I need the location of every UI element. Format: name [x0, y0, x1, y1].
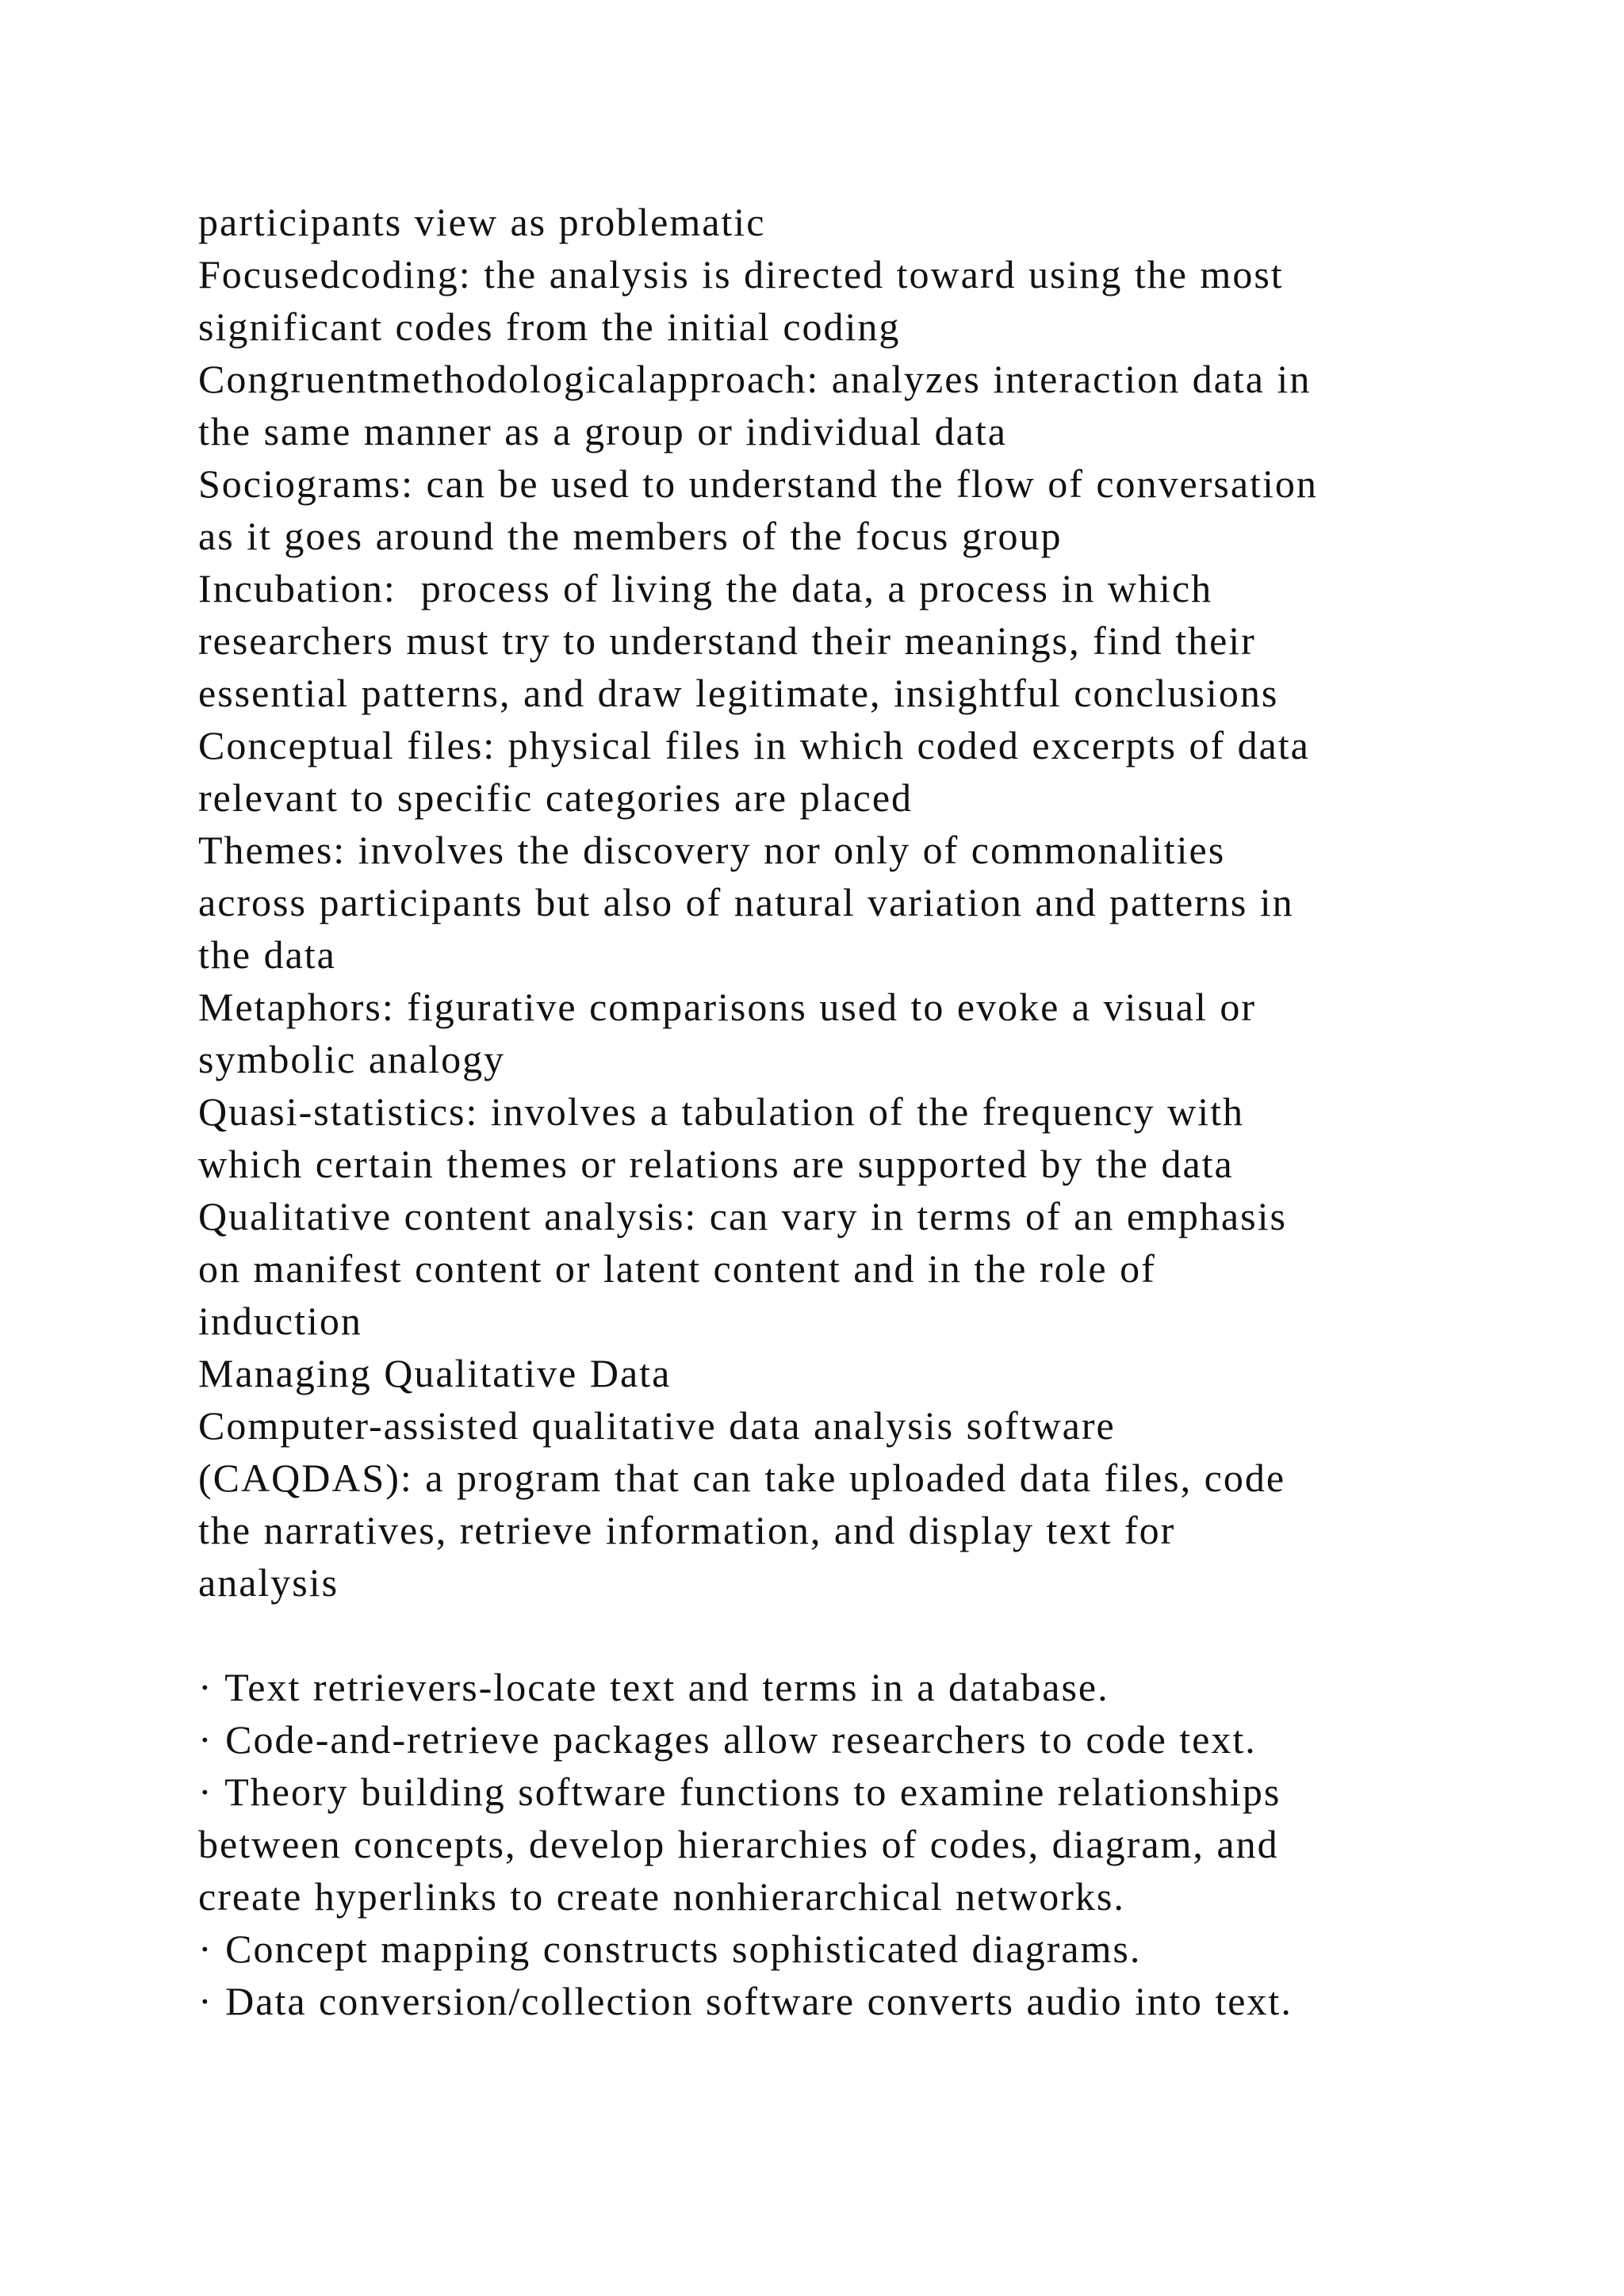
text-line: significant codes from the initial coding [198, 304, 901, 349]
definition-metaphors: Metaphors: figurative comparisons used to evoke a visual or [198, 985, 1257, 1029]
text-line: essential patterns, and draw legitimate, insightful conclusions [198, 671, 1279, 715]
text-line: which certain themes or relations are supported by the data [198, 1142, 1234, 1186]
definition-incubation: Incubation: process of living the data, a process in which [198, 566, 1213, 610]
text-line: relevant to specific categories are placed [198, 775, 914, 820]
bullet-item: · Theory building software functions to examine relationships [198, 1770, 1281, 1814]
definition-conceptual-files: Conceptual files: physical files in which coded excerpts of data [198, 723, 1310, 767]
document-body [198, 196, 1515, 2027]
definition-themes: Themes: involves the discovery nor only of commonalities [198, 828, 1226, 872]
text-line: analysis [198, 1560, 339, 1605]
text-line: researchers must try to understand their meanings, find their [198, 618, 1256, 663]
bullet-item: · Text retrievers-locate text and terms in a database. [198, 1665, 1109, 1709]
text-line: induction [198, 1299, 362, 1343]
definition-sociograms: Sociograms: can be used to understand the flow of conversation [198, 461, 1318, 506]
blank-line [198, 1609, 1515, 1661]
text-line: across participants but also of natural variation and patterns in [198, 880, 1294, 924]
text-line: (CAQDAS): a program that can take uploaded data files, code [198, 1456, 1286, 1500]
text-line: symbolic analogy [198, 1037, 506, 1081]
text-line: on manifest content or latent content and in the role of [198, 1246, 1156, 1291]
bullet-item: · Concept mapping constructs sophisticated diagrams. [198, 1927, 1142, 1971]
definition-qualitative-content-analysis: Qualitative content analysis: can vary in terms of an emphasis [198, 1194, 1287, 1238]
text-line: the same manner as a group or individual data [198, 409, 1007, 453]
text-line: between concepts, develop hierarchies of codes, diagram, and [198, 1822, 1279, 1866]
text-line: the data [198, 932, 336, 977]
text-line: the narratives, retrieve information, and display text for [198, 1508, 1176, 1552]
definition-quasi-statistics: Quasi-statistics: involves a tabulation of the frequency with [198, 1089, 1244, 1134]
bullet-item: · Code-and-retrieve packages allow researchers to code text. [198, 1717, 1257, 1762]
text-line: participants view as problematic [198, 200, 766, 244]
bullet-item: · Data conversion/collection software converts audio into text. [198, 1979, 1293, 2023]
section-heading: Managing Qualitative Data [198, 1351, 672, 1395]
text-line: create hyperlinks to create nonhierarchical networks. [198, 1874, 1125, 1919]
definition-focused-coding: Focusedcoding: the analysis is directed toward using the most [198, 252, 1284, 297]
definition-congruent-approach: Congruentmethodologicalapproach: analyzes interaction data in [198, 357, 1312, 401]
text-line: as it goes around the members of the focus group [198, 514, 1063, 558]
definition-caqdas: Computer-assisted qualitative data analysis software [198, 1403, 1116, 1448]
